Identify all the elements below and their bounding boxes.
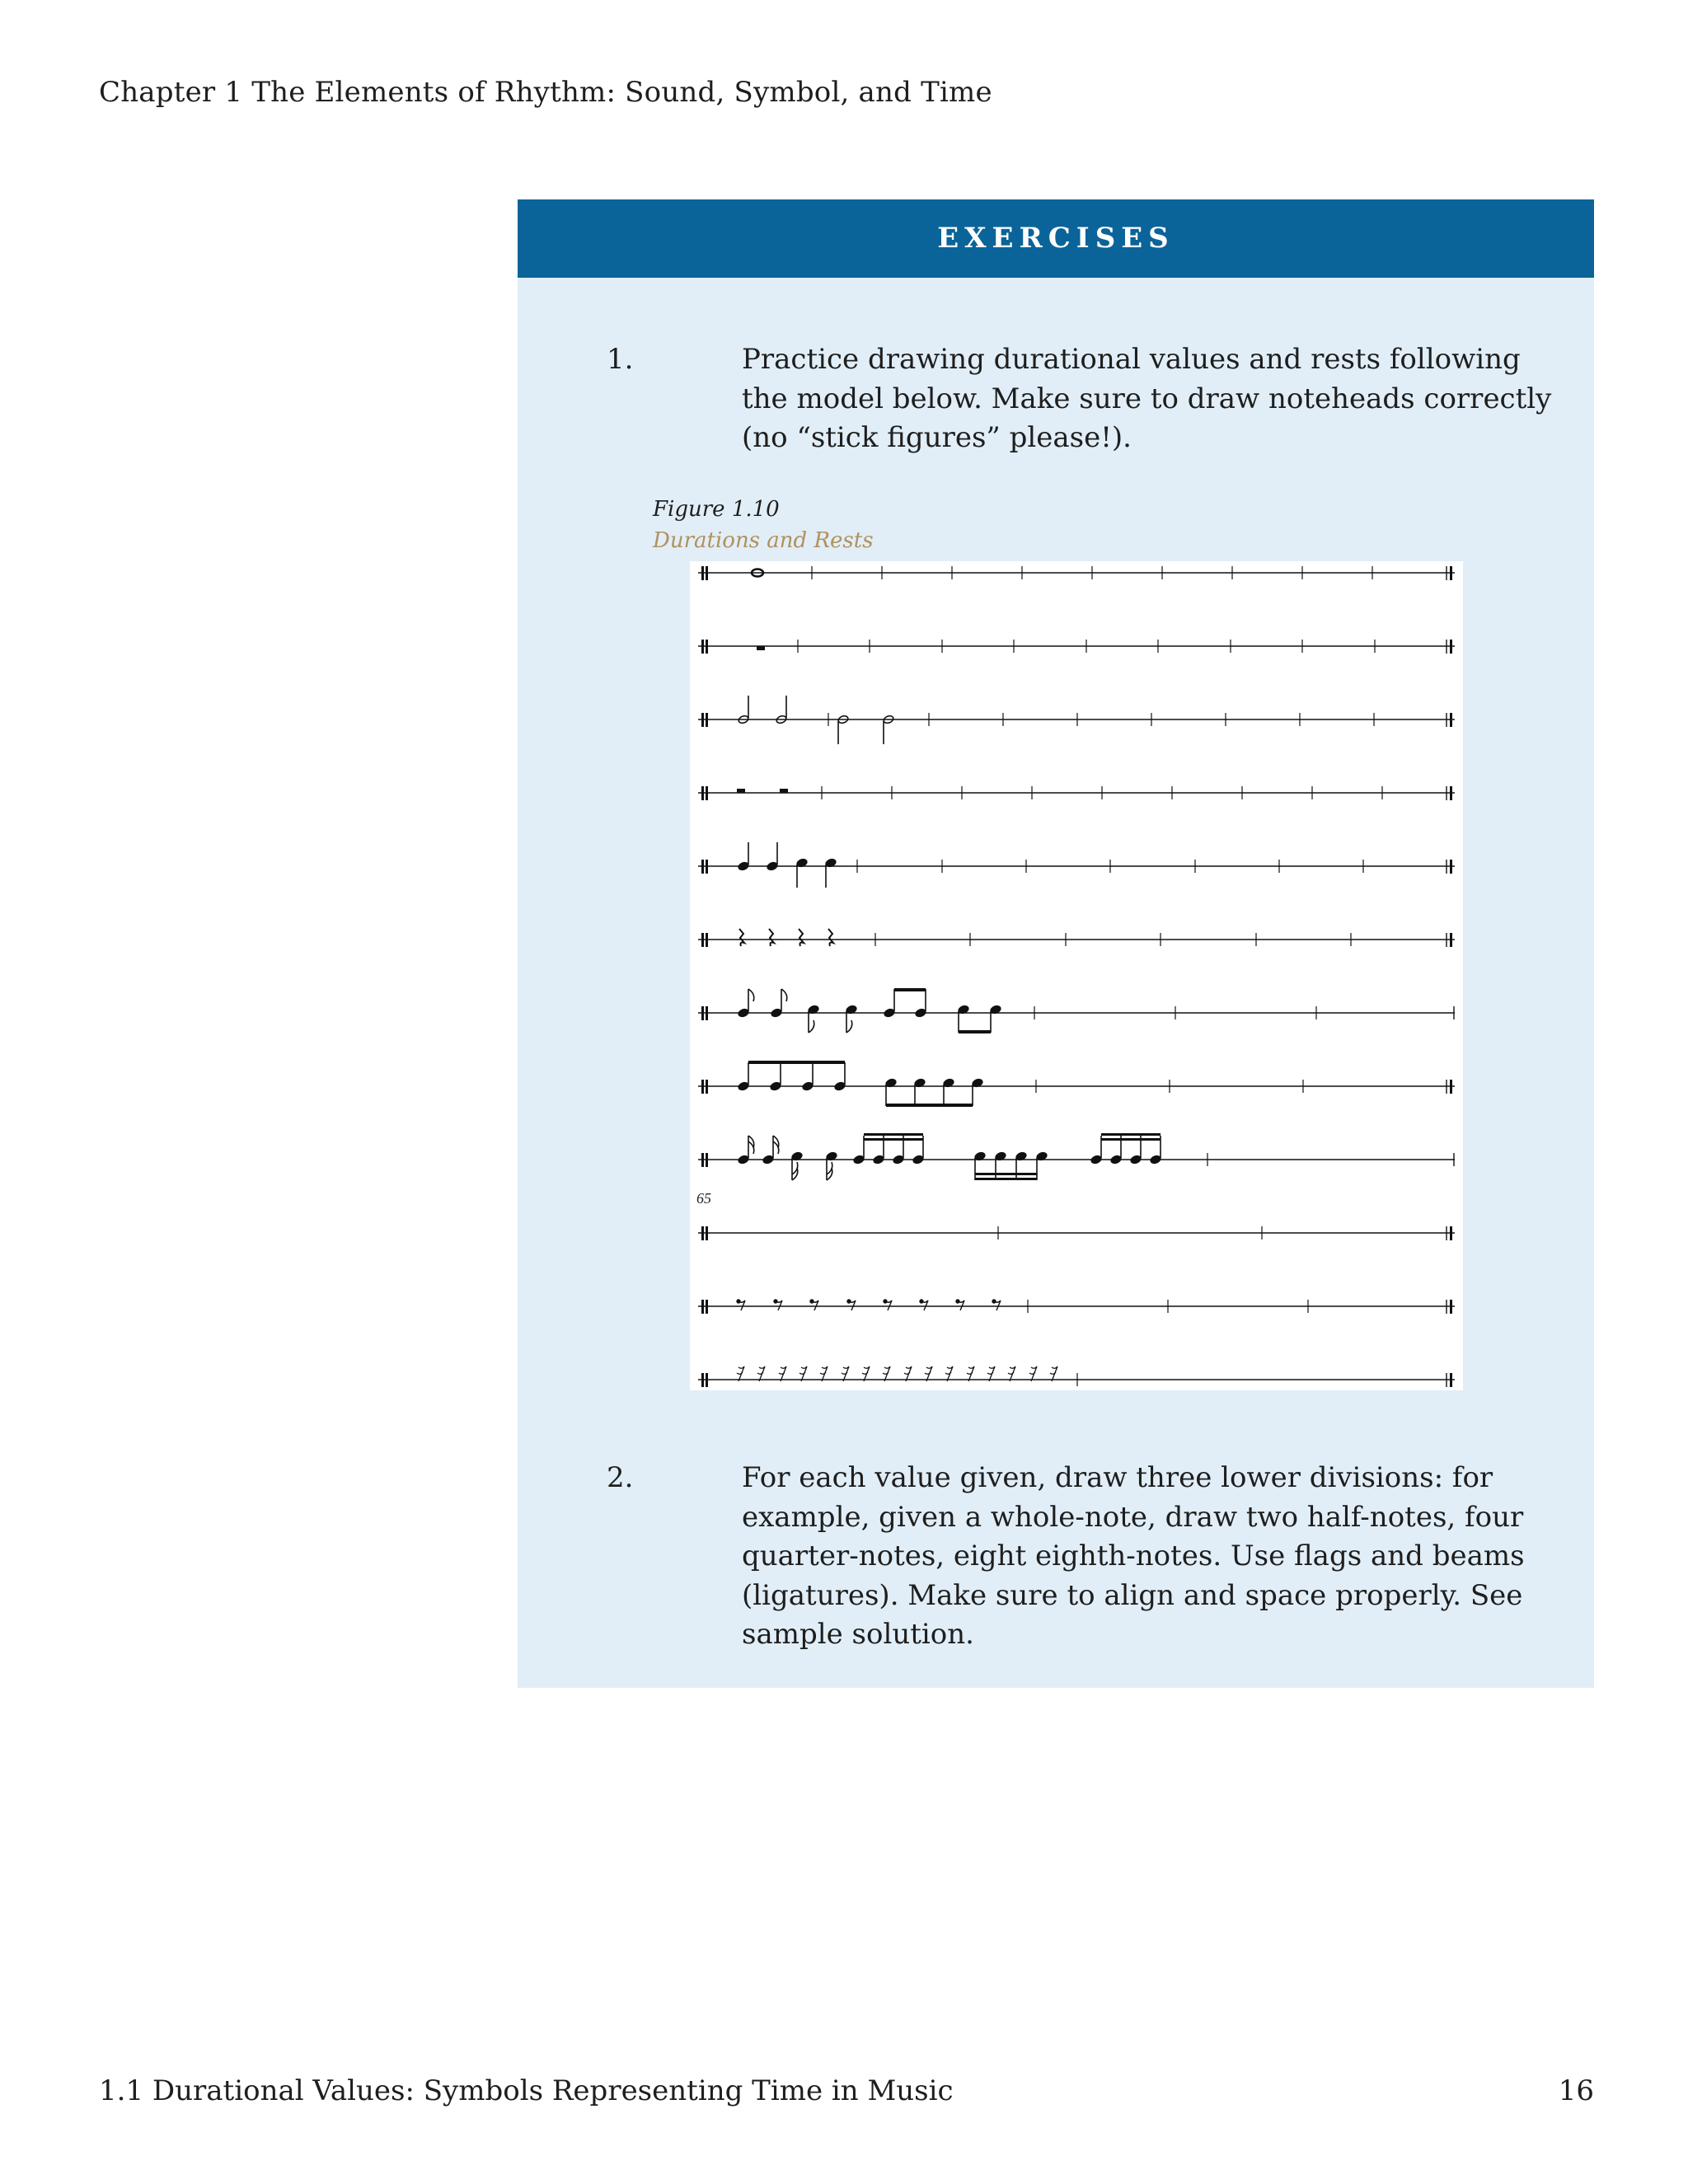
- whole-rest: [757, 646, 765, 650]
- figure-title: Durations and Rests: [653, 528, 874, 553]
- exercise-text: Practice drawing durational values and rests following the model below. Make sure to draw noteheads correctly (no “stick figures” please!).: [742, 343, 1552, 454]
- figure-label: Figure 1.10: [653, 497, 780, 522]
- running-footer: 1.1 Durational Values: Symbols Representing Time in Music: [99, 2074, 954, 2107]
- rhythm-score: [690, 561, 1463, 1390]
- exercise-text: For each value given, draw three lower divisions: for example, given a whole-note, draw two half-notes, four quarter-notes, eight eighth-notes. Use flags and beams (ligatures). Make sure to align and space properly. See sample solution.: [742, 1461, 1525, 1651]
- running-header: Chapter 1 The Elements of Rhythm: Sound, Symbol, and Time: [99, 76, 992, 109]
- exercise-number: 1.: [607, 343, 634, 376]
- exercise-number: 2.: [607, 1461, 634, 1494]
- exercises-banner: EXERCISES: [518, 199, 1594, 278]
- measure-number: 65: [696, 1190, 711, 1207]
- rhythm-score-drawing: [690, 561, 1463, 1390]
- page-number: 16: [1558, 2074, 1594, 2107]
